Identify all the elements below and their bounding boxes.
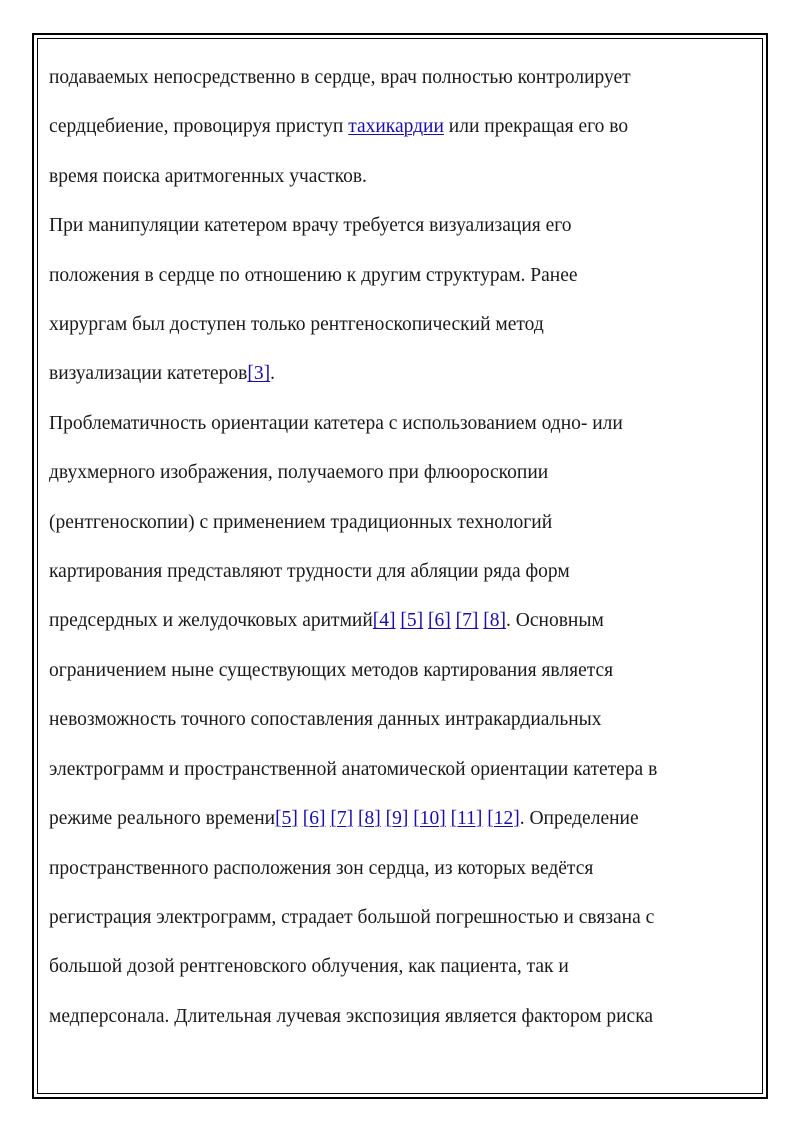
text-line [49,498,749,547]
text-line-content: (рентгеноскопии) с применением традиционных технологий [49,511,553,533]
text-line-content: хирургам был доступен только рентгеноскопический метод [49,314,544,336]
text-line-content: медперсонала. Длительная лучевая экспозиция является фактором риска [49,1005,654,1027]
text-line [49,893,749,942]
text-line-content: электрограмм и пространственной анатомической ориентации катетера в [49,758,658,780]
term-link[interactable]: тахикардии [348,116,444,138]
text-line [49,992,749,1041]
document-body [49,53,749,1041]
citation-link[interactable]: [8] [483,610,507,632]
citation-link[interactable]: [7] [330,808,354,830]
text-line-content: При манипуляции катетером врачу требуется визуализация его [49,215,572,237]
text-line [49,300,749,349]
text-line-content: ограничением ныне существующих методов картирования является [49,659,614,681]
text-segment: режиме реального времени [49,808,276,830]
citation-link[interactable]: [12] [487,808,520,830]
text-line-content: положения в сердце по отношению к другим структурам. Ранее [49,264,578,286]
text-line [49,448,749,497]
citation-link[interactable]: [7] [455,610,479,632]
citation-link[interactable]: [9] [385,808,409,830]
page-frame [32,33,768,1099]
text-line-content: пространственного расположения зон сердца, из которых ведётся [49,857,594,879]
text-segment: или прекращая его во [443,116,629,138]
text-line-content: невозможность точного сопоставления данных интракардиальных [49,709,602,731]
citation-link[interactable]: [6] [302,808,326,830]
text-line [49,596,749,645]
text-line [49,399,749,448]
citation-link[interactable]: [4] [372,610,396,632]
text-line-content: Проблематичность ориентации катетера с использованием одно- или [49,412,623,434]
text-line [49,794,749,843]
citation-link[interactable]: [10] [413,808,446,830]
text-line-content: время поиска аритмогенных участков. [49,165,367,187]
citation-link[interactable]: [6] [428,610,451,632]
text-segment: . Определение [519,808,639,830]
text-segment: предсердных и желудочковых аритмий [49,610,373,632]
text-segment: . [270,363,275,385]
text-line [49,695,749,744]
citation-link[interactable]: [11] [450,808,483,830]
text-line [49,152,749,201]
text-line-content: регистрация электрограмм, страдает большой погрешностью и связана с [49,906,655,928]
text-line-content: большой дозой рентгеновского облучения, как пациента, так и [49,956,569,978]
text-line [49,201,749,250]
citation-link[interactable]: [5] [400,610,424,632]
text-line [49,349,749,398]
text-segment: . Основным [506,610,604,632]
text-line [49,547,749,596]
text-line-content: подаваемых непосредственно в сердце, врач полностью контролирует [49,67,631,88]
text-line [49,745,749,794]
citation-link[interactable]: [5] [275,808,298,830]
text-line [49,251,749,300]
text-line [49,102,749,151]
text-line [49,646,749,695]
text-segment: сердцебиение, провоцируя приступ [49,116,349,138]
text-line [49,53,749,102]
text-segment: визуализации катетеров [49,363,248,385]
text-line [49,942,749,991]
text-line [49,844,749,893]
text-line-content: двухмерного изображения, получаемого при флюороскопии [49,462,549,484]
citation-link[interactable]: [3] [247,363,271,385]
text-line-content: картирования представляют трудности для абляции ряда форм [49,561,570,583]
citation-link[interactable]: [8] [357,808,381,830]
